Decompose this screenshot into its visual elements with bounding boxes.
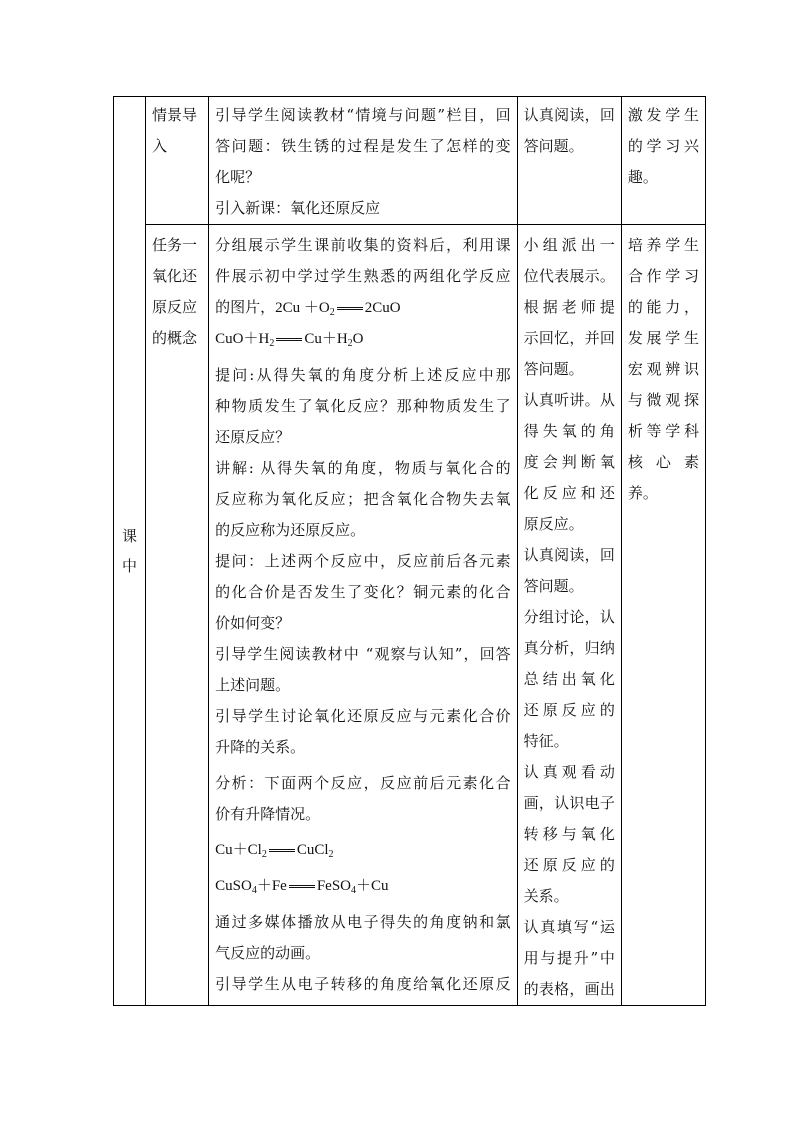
equation-line-1 [215, 292, 511, 324]
teacher-activity-intro [209, 97, 518, 225]
text-line: 趣。 [627, 168, 658, 186]
section-label-line: 入 [152, 137, 168, 155]
text-line: 认真阅读，回 [523, 546, 615, 564]
design-intent-task1 [621, 225, 705, 1006]
text-line: 认真填写“运 [523, 918, 615, 936]
eq-sub: 2 [328, 849, 334, 860]
text-line: 位代表展示。 [523, 267, 615, 285]
text-line: 用与提升”中 [523, 949, 615, 967]
text-line: 引导学生阅读教材“情境与问题”栏目，回 [215, 106, 511, 124]
text-line: 与微观探 [627, 391, 699, 409]
text-line: 的表格，画出 [523, 980, 615, 998]
text-line: 提问：上述两个反应中，反应前后各元素 [215, 552, 511, 570]
text-line: 分组讨论，认 [523, 608, 615, 626]
text-line: 件展示初中学过学生熟悉的两组化学反应 [215, 267, 511, 285]
equation-4 [215, 871, 511, 902]
text-line: 的能力， [627, 298, 699, 316]
text-line: 小组派出一 [523, 236, 615, 254]
text-line: 真分析，归纳 [523, 639, 615, 657]
text-line: 认真观看动 [523, 763, 615, 781]
eq-part: CuCl [296, 842, 329, 858]
student-activity-intro [517, 97, 621, 225]
section-label-line: 原反应 [152, 298, 198, 316]
eq-sub: 2 [347, 338, 353, 349]
text-span: 的图片， [215, 298, 276, 316]
text-line: 得失氧的角 [523, 422, 615, 440]
text-line: 培养学生 [627, 236, 699, 254]
text-line: 价有升降情况。 [215, 805, 321, 823]
text-line: 答问题。 [523, 360, 584, 378]
eq-part: Cu＋H [304, 331, 348, 347]
text-line: 引导学生讨论氧化还原反应与元素化合价 [215, 707, 511, 725]
eq-sub: 4 [251, 885, 257, 896]
eq-part: 2CuO [364, 300, 401, 316]
text-line: 发展学生 [627, 329, 699, 347]
text-line: 画，认识电子 [523, 794, 615, 812]
equation-1 [275, 300, 400, 316]
text-line: 分析：下面两个反应，反应前后元素化合 [215, 774, 511, 792]
eq-sub: 2 [261, 849, 267, 860]
equals-sign-icon [289, 885, 315, 888]
lesson-plan-table [113, 96, 706, 1006]
section-label-line: 情景导 [152, 106, 198, 124]
eq-sub: 2 [269, 338, 275, 349]
section-cell-intro [146, 97, 209, 225]
text-line: 认真听讲。从 [523, 391, 615, 409]
text-line: 讲解: 从得失氧的角度，物质与氧化合的 [215, 459, 511, 477]
equals-sign-icon [276, 338, 302, 341]
text-line: 的反应称为还原反应。 [215, 521, 366, 539]
text-line: 种物质发生了氧化反应？那种物质发生了 [215, 397, 511, 415]
section-label-line: 的概念 [152, 329, 198, 347]
text-line: 答问题：铁生锈的过程是发生了怎样的变 [215, 137, 511, 155]
text-line: 关系。 [523, 887, 569, 905]
equation-2 [215, 324, 511, 355]
text-line: 根据老师提 [523, 298, 615, 316]
text-line: 合作学习 [627, 267, 699, 285]
text-line: 原反应。 [523, 515, 584, 533]
text-line: 特征。 [523, 732, 569, 750]
text-line: 反应称为氧化反应；把含氧化合物失去氧 [215, 490, 511, 508]
text-line: 引入新课：氧化还原反应 [215, 199, 381, 217]
text-line: 宏观辨识 [627, 360, 699, 378]
teacher-activity-task1 [209, 225, 518, 1006]
text-line: 化呢？ [215, 168, 261, 186]
eq-part: FeSO [316, 878, 352, 894]
text-line: 引导学生阅读教材中 “观察与认知”，回答 [215, 645, 511, 663]
text-line: 的学习兴 [627, 137, 699, 155]
stage-label: 课中 [122, 527, 138, 575]
text-line: 答问题。 [523, 137, 584, 155]
section-label-line: 氧化还 [152, 267, 198, 285]
eq-part: O [352, 331, 364, 347]
text-line: 认真阅读，回 [523, 106, 615, 124]
text-line: 化反应和还 [523, 484, 615, 502]
eq-part: 2Cu ＋O [275, 300, 330, 316]
text-line: 通过多媒体播放从电子得失的角度钠和氯 [215, 913, 511, 931]
text-line: 还原反应的 [523, 701, 615, 719]
eq-part: CuO＋H [215, 331, 270, 347]
eq-part: ＋Cu [356, 878, 389, 894]
text-line: 上述问题。 [215, 676, 291, 694]
section-label-line: 任务一 [152, 236, 198, 254]
text-line: 的化合价是否发生了变化？铜元素的化合 [215, 583, 511, 601]
text-line: 答问题。 [523, 577, 584, 595]
equals-sign-icon [269, 849, 295, 852]
text-line: 还原反应？ [215, 428, 291, 446]
eq-part: ＋Fe [256, 878, 287, 894]
text-line: 激发学生 [627, 106, 699, 124]
text-line: 气反应的动画。 [215, 944, 321, 962]
equals-sign-icon [337, 307, 363, 310]
eq-part: CuSO [215, 878, 252, 894]
eq-sub: 4 [351, 885, 357, 896]
text-line: 升降的关系。 [215, 738, 306, 756]
text-line: 核心素 [627, 453, 699, 471]
equation-3 [215, 835, 511, 866]
eq-part: Cu＋Cl [215, 842, 262, 858]
table-row-intro [114, 97, 706, 225]
text-line: 提问:从得失氧的角度分析上述反应中那 [215, 366, 511, 384]
student-activity-task1 [517, 225, 621, 1006]
stage-cell [114, 97, 146, 1006]
text-line: 示回忆，并回 [523, 329, 615, 347]
design-intent-intro [621, 97, 705, 225]
section-cell-task1 [146, 225, 209, 1006]
text-line: 养。 [627, 484, 658, 502]
text-line: 度会判断氧 [523, 453, 615, 471]
eq-sub: 2 [329, 307, 335, 318]
text-line: 还原反应的 [523, 856, 615, 874]
text-line: 转移与氧化 [523, 825, 615, 843]
text-line: 析等学科 [627, 422, 699, 440]
text-line: 分组展示学生课前收集的资料后，利用课 [215, 236, 511, 254]
table-row-task1 [114, 225, 706, 1006]
text-line: 总结出氧化 [523, 670, 615, 688]
text-line: 引导学生从电子转移的角度给氧化还原反 [215, 975, 511, 993]
text-line: 价如何变？ [215, 614, 291, 632]
